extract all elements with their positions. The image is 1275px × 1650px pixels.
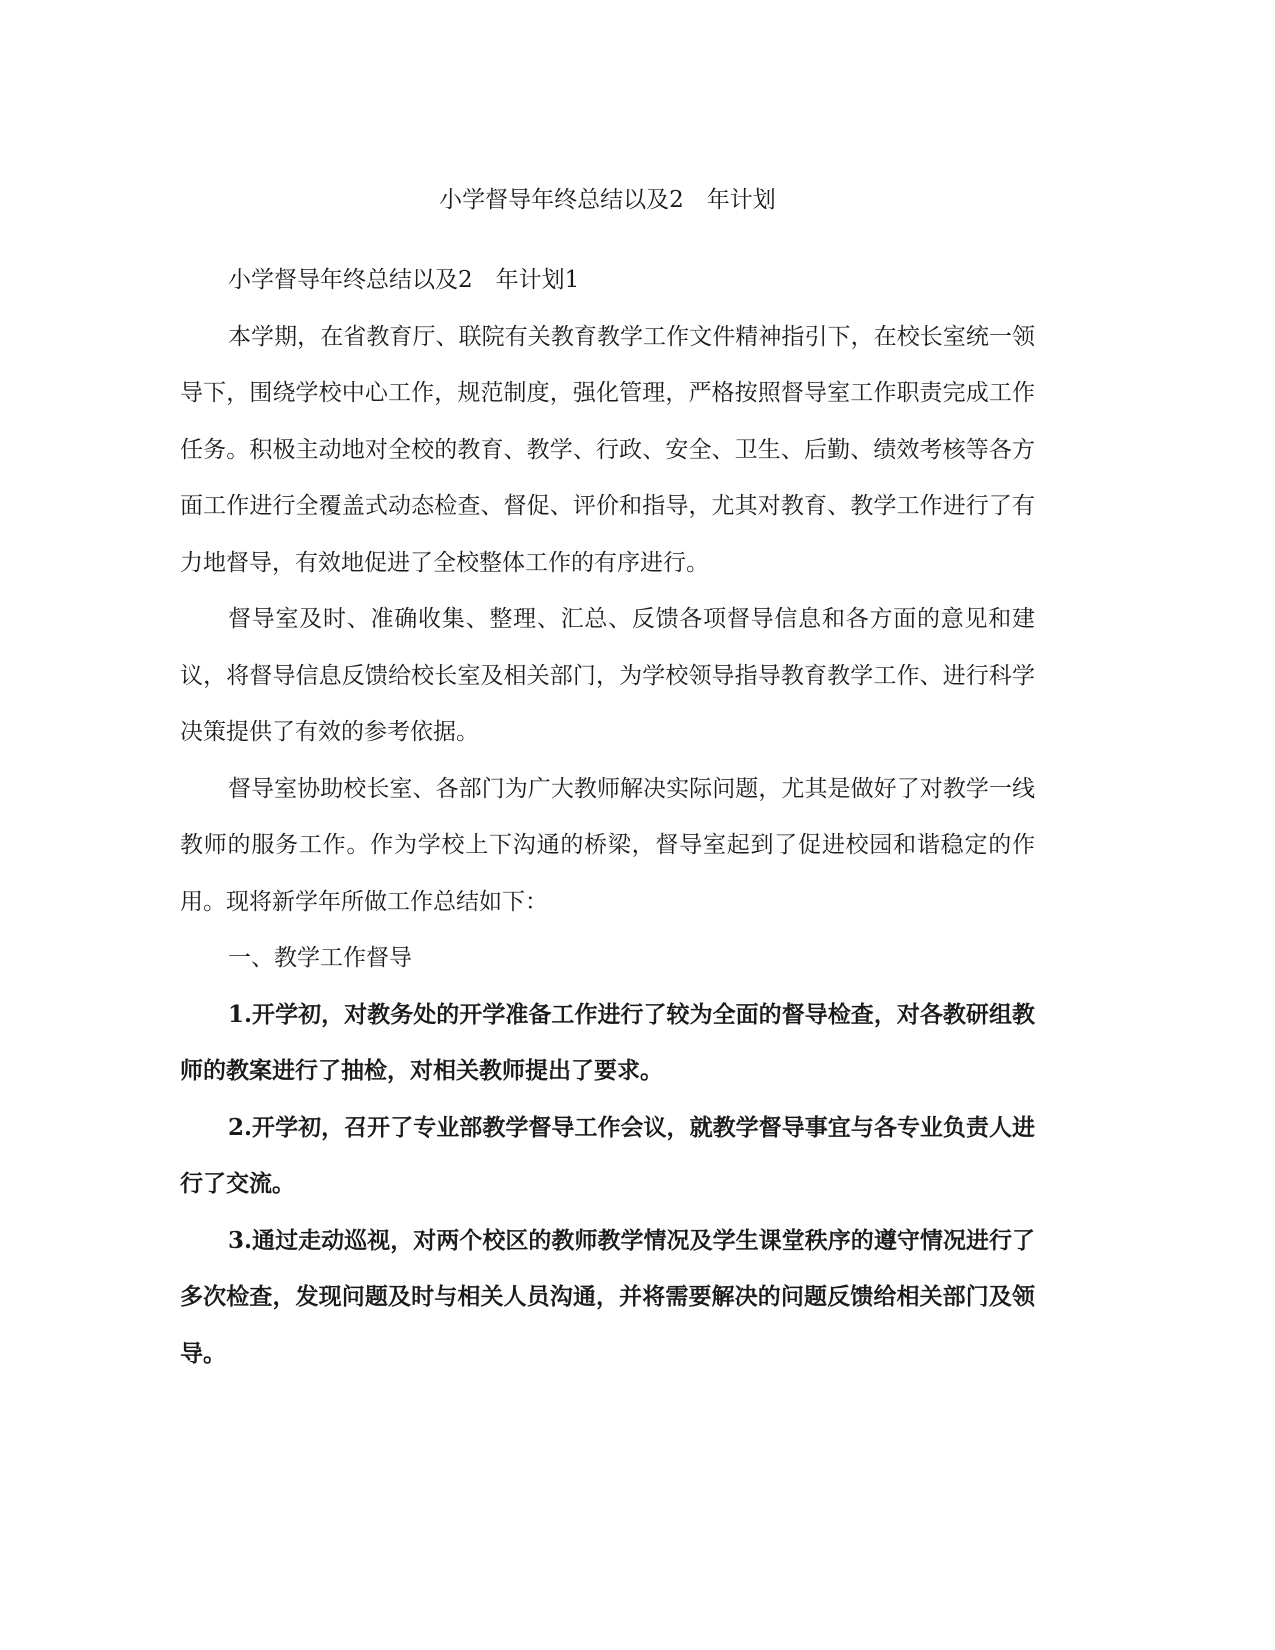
list-item-2: 2.开学初，召开了专业部教学督导工作会议，就教学督导事宜与各专业负责人进行了交流。 <box>180 1113 1035 1197</box>
document-body <box>180 252 1035 1382</box>
document-title: 小学督导年终总结以及2 年计划 <box>439 187 776 213</box>
list-item-3: 3.通过走动巡视，对两个校区的教师教学情况及学生课堂秩序的遵守情况进行了多次检查，发现问题及时与相关人员沟通，并将需要解决的问题反馈给相关部门及领导。 <box>180 1226 1035 1367</box>
section-heading-teaching-supervision: 一、教学工作督导 <box>228 945 412 971</box>
paragraph-intro: 本学期，在省教育厅、联院有关教育教学工作文件精神指引下，在校长室统一领导下，围绕学校中心工作，规范制度，强化管理，严格按照督导室工作职责完成工作任务。积极主动地对全校的教育、教学、行政、安全、卫生、后勤、绩效考核等各方面工作进行全覆盖式动态检查、督促、评价和指导，尤其对教育、教学工作进行了有力地督导，有效地促进了全校整体工作的有序进行。 <box>180 323 1035 576</box>
paragraph-service: 督导室协助校长室、各部门为广大教师解决实际问题，尤其是做好了对教学一线教师的服务工作。作为学校上下沟通的桥梁，督导室起到了促进校园和谐稳定的作用。现将新学年所做工作总结如下： <box>180 775 1035 915</box>
document-page <box>180 0 1035 1650</box>
paragraph-subtitle: 小学督导年终总结以及2 年计划1 <box>228 267 580 293</box>
list-item-1: 1.开学初，对教务处的开学准备工作进行了较为全面的督导检查，对各教研组教师的教案进行了抽检，对相关教师提出了要求。 <box>180 1000 1035 1084</box>
paragraph-feedback: 督导室及时、准确收集、整理、汇总、反馈各项督导信息和各方面的意见和建议，将督导信息反馈给校长室及相关部门，为学校领导指导教育教学工作、进行科学决策提供了有效的参考依据。 <box>180 606 1035 745</box>
